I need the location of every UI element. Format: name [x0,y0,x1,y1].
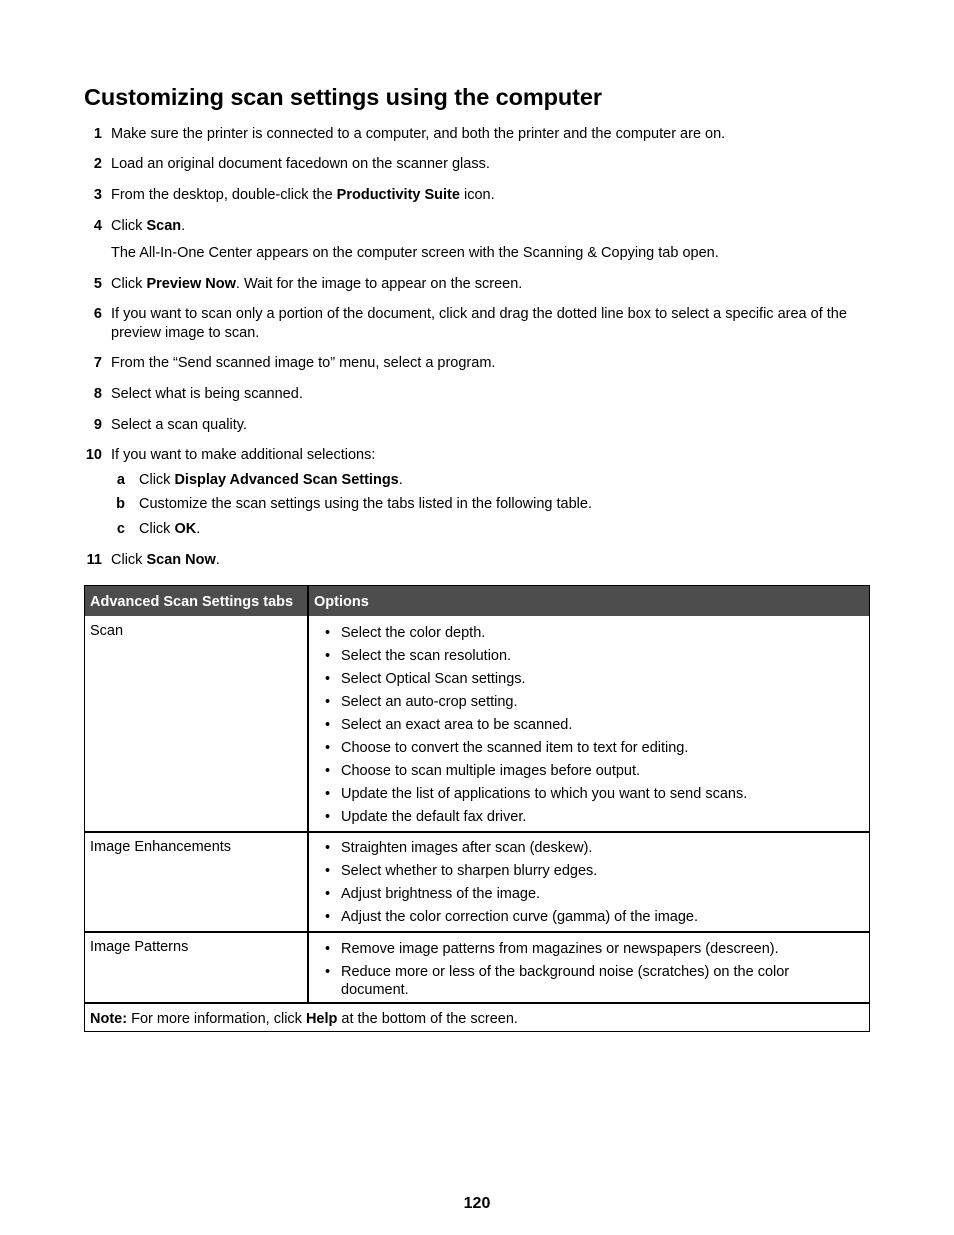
step-text: From the desktop, double-click the Productivity Suite icon. [111,187,495,203]
step-number: 1 [93,126,102,142]
step-number: 3 [93,187,102,203]
scan-label: Scan [146,218,182,234]
row-label-image-enhancements: Image Enhancements [90,839,232,855]
step-text: If you want to scan only a portion of the document, click and drag the dotted line box to select a specific area of the preview image to scan. [111,306,847,341]
substep-letter: a [116,472,125,488]
step-number: 7 [93,355,102,371]
list-item: • Remove image patterns from magazines or newspapers (descreen). [325,940,825,958]
row-label-image-patterns: Image Patterns [90,939,189,955]
list-item: • Choose to scan multiple images before output. [325,762,747,780]
step-text: From the “Send scanned image to” menu, select a program. [111,355,496,371]
page-title: Customizing scan settings using the computer [84,84,602,110]
row-divider [85,831,869,833]
list-item: • Straighten images after scan (deskew). [325,839,698,857]
step-text: If you want to make additional selections: [111,447,376,463]
step-number: 9 [93,417,102,433]
row-divider [85,1002,869,1004]
page-number: 120 [463,1195,491,1212]
column-header-tabs: Advanced Scan Settings tabs [90,594,294,610]
step-text: Click Scan. [111,218,186,234]
list-item: • Select the color depth. [325,624,747,642]
step-4-note: The All-In-One Center appears on the computer screen with the Scanning & Copying tab open. [111,245,719,261]
step-number: 4 [93,218,102,234]
substep-text: Click Display Advanced Scan Settings. [139,472,403,488]
table-note: Note: For more information, click Help at the bottom of the screen. [90,1011,518,1027]
substep-text: Click OK. [139,521,201,537]
list-item: • Select an exact area to be scanned. [325,716,747,734]
scan-options-list [325,624,747,831]
step-text: Make sure the printer is connected to a computer, and both the printer and the computer are on. [111,126,726,142]
substep-letter: b [116,496,125,512]
display-advanced-scan-settings-label: Display Advanced Scan Settings [174,472,399,488]
list-item: • Choose to convert the scanned item to text for editing. [325,739,747,757]
help-label: Help [305,1011,338,1027]
note-label: Note: [90,1011,128,1027]
list-item: • Update the default fax driver. [325,808,747,826]
step-text: Select a scan quality. [111,417,247,433]
step-number: 6 [93,306,102,322]
column-divider [307,586,309,1004]
image-enhancements-options-list [325,839,698,931]
substep-letter: c [116,521,125,537]
step-text: Load an original document facedown on the scanner glass. [111,156,490,172]
row-divider [85,931,869,933]
row-label-scan: Scan [90,623,124,639]
list-item: • Reduce more or less of the background noise (scratches) on the color document. [325,963,825,999]
list-item: • Select whether to sharpen blurry edges. [325,862,698,880]
ok-label: OK [174,521,197,537]
list-item: • Adjust the color correction curve (gamma) of the image. [325,908,698,926]
substep-text: Customize the scan settings using the tabs listed in the following table. [139,496,592,512]
scan-now-label: Scan Now [146,552,216,568]
list-item: • Select the scan resolution. [325,647,747,665]
step-number: 5 [93,276,102,292]
step-number: 2 [93,156,102,172]
step-number: 11 [86,552,102,568]
list-item: • Update the list of applications to which you want to send scans. [325,785,747,803]
preview-now-label: Preview Now [146,276,236,292]
step-text: Click Scan Now. [111,552,220,568]
list-item: • Adjust brightness of the image. [325,885,698,903]
step-number: 8 [93,386,102,402]
step-text: Select what is being scanned. [111,386,303,402]
image-patterns-options-list [325,940,825,1004]
step-number: 10 [85,447,102,463]
step-text: Click Preview Now. Wait for the image to appear on the screen. [111,276,523,292]
table-header [85,586,869,616]
list-item: • Select Optical Scan settings. [325,670,747,688]
column-header-options: Options [314,594,369,610]
productivity-suite-label: Productivity Suite [336,187,460,203]
advanced-scan-settings-table [84,585,870,1032]
list-item: • Select an auto-crop setting. [325,693,747,711]
